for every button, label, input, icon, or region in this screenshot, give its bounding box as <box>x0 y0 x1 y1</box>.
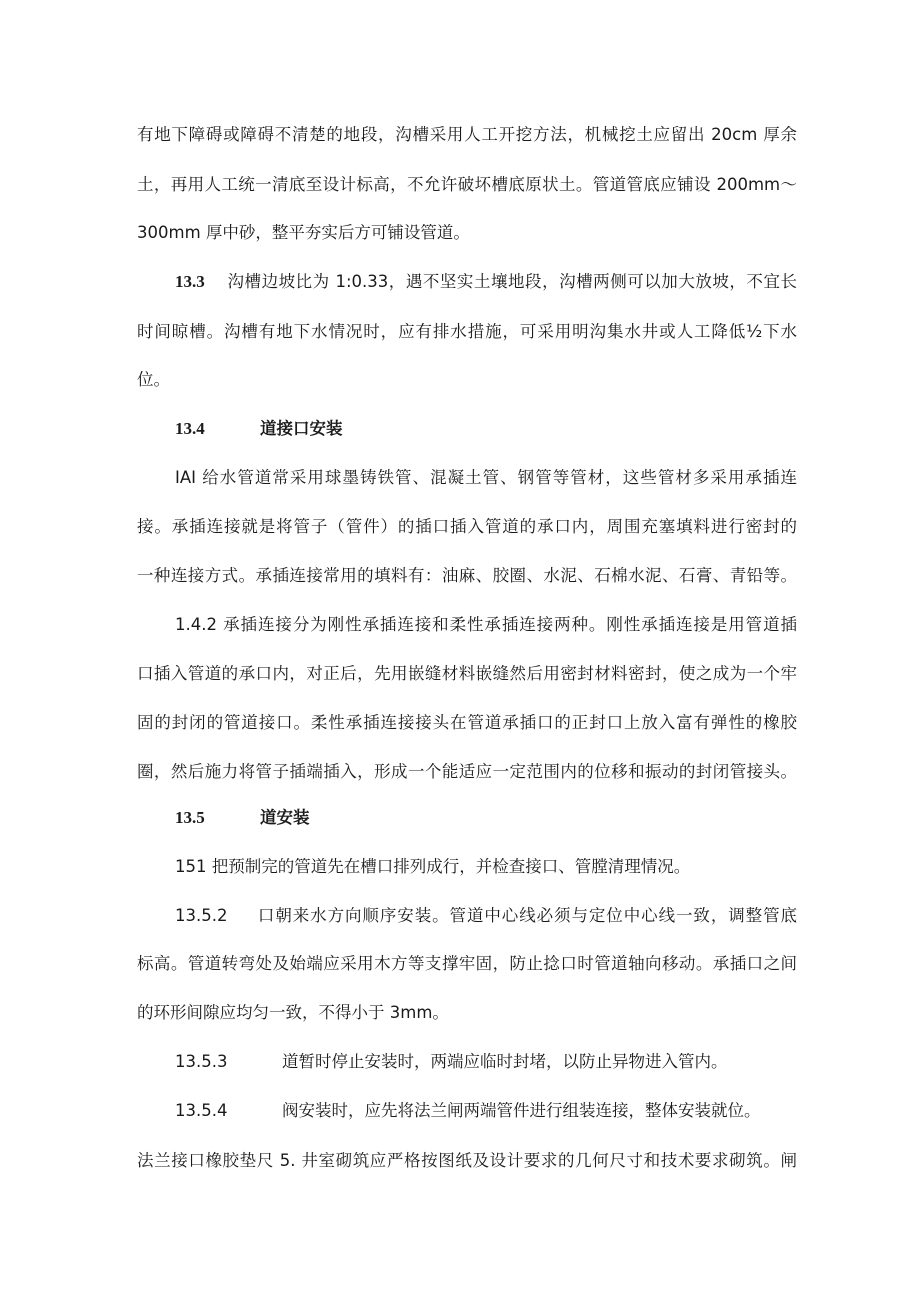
subsection-text: 道暂时停止安装时，两端应临时封堵，以防止异物进入管内。 <box>282 1052 728 1071</box>
heading-number: 13.4 <box>175 419 205 438</box>
subsection-text: 阀安装时，应先将法兰闸两端管件进行组装连接，整体安装就位。 <box>282 1101 761 1120</box>
paragraph-line: 标高。管道转弯处及始端应采用木方等支撑牢固，防止捻口时管道轴向移动。承插口之间 <box>137 954 797 973</box>
subsection-number: 13.5.4 <box>175 1101 228 1120</box>
section-number: 13.3 <box>175 272 205 291</box>
section-text: 沟槽边坡比为 1:0.33，遇不坚实土壤地段，沟槽两侧可以加大放坡，不宜长 <box>227 272 797 291</box>
heading-title: 道安装 <box>260 808 310 827</box>
subsection-number: 13.5.3 <box>175 1052 228 1071</box>
paragraph-line: IAI 给水管道常采用球墨铸铁管、混凝土管、钢管等管材，这些管材多采用承插连 <box>175 468 797 487</box>
paragraph-line: 300mm 厚中砂，整平夯实后方可铺设管道。 <box>137 223 470 242</box>
section-13-3-line-1 <box>175 270 797 294</box>
section-heading-13-4 <box>175 417 797 441</box>
section-13-5-4-line <box>175 1099 797 1123</box>
subsection-number: 13.5.2 <box>175 906 228 925</box>
paragraph-line: 的环形间隙应均匀一致，不得小于 3mm。 <box>137 1003 449 1022</box>
section-13-5-3-line <box>175 1050 797 1074</box>
paragraph-line: 法兰接口橡胶垫尺 5. 井室砌筑应严格按图纸及设计要求的几何尺寸和技术要求砌筑。闸 <box>137 1151 797 1170</box>
paragraph-line: 一种连接方式。承插连接常用的填料有：油麻、胶圈、水泥、石棉水泥、石膏、青铅等。 <box>137 566 797 585</box>
paragraph-line: 1.4.2 承插连接分为刚性承插连接和柔性承插连接两种。刚性承插连接是用管道插 <box>175 615 797 634</box>
paragraph-line: 口插入管道的承口内，对正后，先用嵌缝材料嵌缝然后用密封材料密封，使之成为一个牢 <box>137 664 797 683</box>
paragraph-line: 位。 <box>137 370 170 389</box>
paragraph-line: 圈，然后施力将管子插端插入，形成一个能适应一定范围内的位移和振动的封闭管接头。 <box>137 762 797 781</box>
subsection-text: 口朝来水方向顺序安装。管道中心线必须与定位中心线一致，调整管底 <box>257 906 797 925</box>
paragraph-line: 固的封闭的管道接口。柔性承插连接接头在管道承插口的正封口上放入富有弹性的橡胶 <box>137 713 797 732</box>
paragraph-line: 有地下障碍或障碍不清楚的地段，沟槽采用人工开挖方法，机械挖土应留出 20cm 厚余 <box>137 125 797 144</box>
heading-title: 道接口安装 <box>260 419 343 438</box>
section-13-5-2-line-1 <box>175 904 797 928</box>
paragraph-line: 土，再用人工统一清底至设计标高，不允许破坏槽底原状土。管道管底应铺设 200mm～ <box>137 175 797 194</box>
section-heading-13-5 <box>175 806 797 830</box>
paragraph-line: 时间晾槽。沟槽有地下水情况时，应有排水措施，可采用明沟集水井或人工降低½下水 <box>137 322 797 341</box>
heading-number: 13.5 <box>175 808 205 827</box>
paragraph-line: 接。承插连接就是将管子（管件）的插口插入管道的承口内，周围充塞填料进行密封的 <box>137 517 797 536</box>
paragraph-line: 151 把预制完的管道先在槽口排列成行，并检查接口、管膛清理情况。 <box>175 857 691 876</box>
